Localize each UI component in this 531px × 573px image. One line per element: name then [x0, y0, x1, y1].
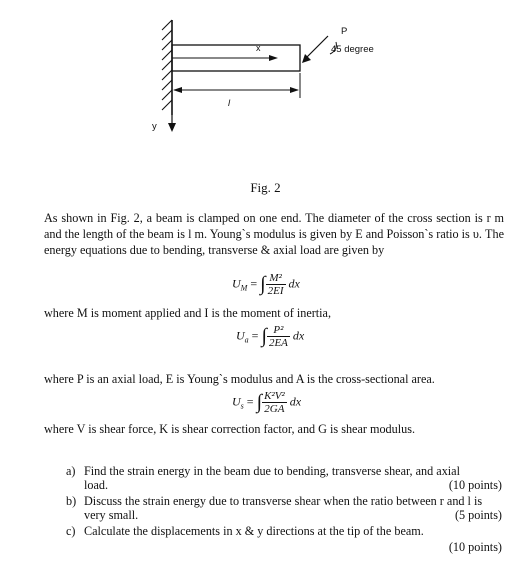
eq1-equals: =	[250, 276, 258, 291]
eq2-sub: a	[244, 335, 249, 345]
question-b	[66, 494, 502, 526]
x-axis-arrowhead	[269, 55, 278, 61]
question-c	[66, 524, 502, 556]
question-b-line1: Discuss the strain energy due to transverse shear when the ratio between r and l is	[84, 494, 483, 508]
y-axis-arrowhead	[168, 123, 176, 132]
eq3-integral: ∫	[256, 391, 263, 413]
label-p: P	[341, 26, 348, 37]
question-c-letter: c)	[66, 524, 76, 538]
after-eq3-text: where V is shear force, K is shear correction factor, and G is shear modulus.	[44, 422, 415, 436]
eq1-num: M²	[269, 272, 282, 284]
question-b-line2: very small.	[84, 508, 139, 522]
angle-label: 45 degree	[331, 44, 374, 55]
label-y: y	[152, 121, 157, 132]
question-b-letter: b)	[66, 494, 77, 508]
force-arrow-line	[304, 36, 328, 60]
after-eq1-text: where M is moment applied and I is the moment of inertia,	[44, 306, 332, 320]
equation-bending	[232, 272, 300, 297]
question-a-line1: Find the strain energy in the beam due to bending, transverse shear, and axial	[84, 464, 460, 478]
wall-hatching	[162, 20, 172, 110]
beam-figure	[0, 0, 531, 180]
equation-axial	[236, 324, 304, 349]
eq1-lhs: U	[232, 276, 241, 291]
label-x: x	[256, 43, 261, 53]
length-label: l	[228, 98, 231, 109]
force-arrowhead	[302, 54, 311, 63]
question-c-points: (10 points)	[448, 540, 502, 554]
question-b-points: (5 points)	[454, 508, 502, 522]
eq3-lhs: U	[232, 394, 241, 409]
eq3-fraction	[262, 390, 287, 415]
eq3-num: K²V²	[264, 390, 285, 402]
eq2-lhs: U	[236, 328, 245, 343]
question-a-letter: a)	[66, 464, 76, 478]
eq3-dx: dx	[289, 394, 302, 409]
eq1-fraction	[266, 272, 286, 297]
eq3-sub: s	[240, 401, 244, 411]
eq1-sub: M	[240, 283, 248, 293]
figure-caption: Fig. 2	[250, 180, 281, 195]
eq2-dx: dx	[292, 328, 305, 343]
intro-paragraph: As shown in Fig. 2, a beam is clamped on one end. The diameter of the cross section is r m and the length of the beam is l m. Young`s modulus is given by E and Poisson`s ratio is υ. The energy equations due to bending, transverse & axial load are given by	[44, 211, 504, 257]
eq3-equals: =	[246, 394, 254, 409]
question-c-line1: Calculate the displacements in x & y directions at the tip of the beam.	[84, 524, 424, 538]
eq2-num: P²	[273, 324, 284, 336]
eq2-equals: =	[251, 328, 259, 343]
eq2-integral: ∫	[261, 325, 267, 347]
question-a-points: (10 points)	[448, 478, 502, 492]
eq1-integral: ∫	[260, 273, 266, 295]
question-a-line2: load.	[84, 478, 109, 492]
eq2-den: 2EA	[268, 337, 288, 349]
equation-shear	[232, 390, 301, 415]
after-eq2-text: where P is an axial load, E is Young`s modulus and A is the cross-sectional area.	[44, 372, 435, 386]
dim-arrow-right	[290, 87, 299, 93]
dim-arrow-left	[173, 87, 182, 93]
eq3-den: 2GA	[262, 402, 287, 415]
question-a	[66, 464, 502, 496]
eq2-fraction	[267, 324, 290, 349]
eq1-dx: dx	[288, 276, 300, 291]
eq1-den: 2EI	[267, 285, 284, 297]
